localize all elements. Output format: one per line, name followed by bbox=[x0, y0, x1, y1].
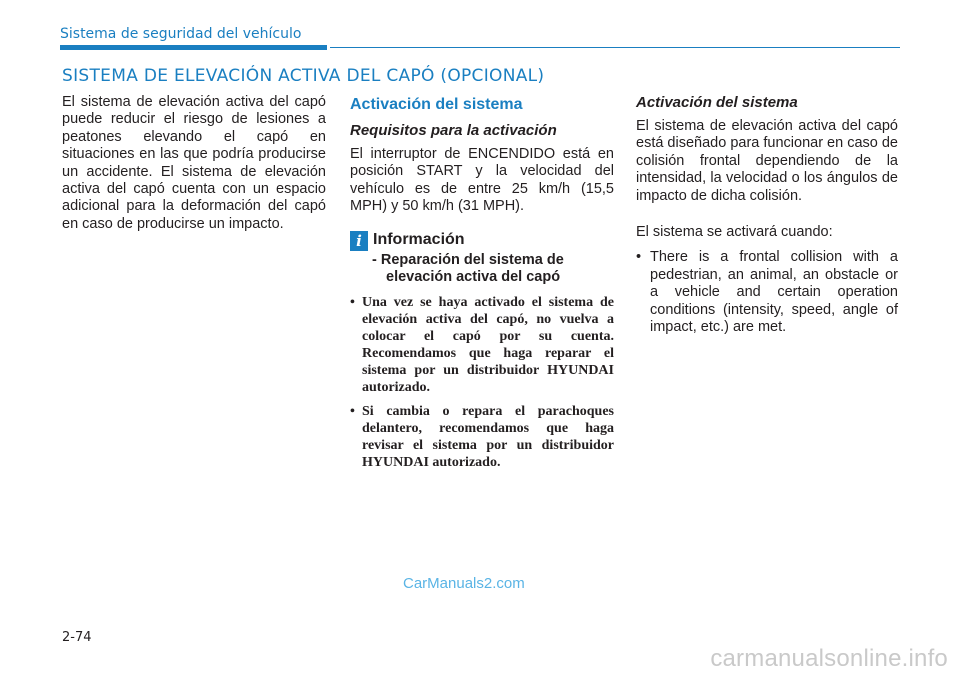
activation-bullet: • There is a frontal collision with a pedestrian, an animal, an obstacle or a vehicle and certain operation conditions (intensity, speed, angle of impact, etc.) are met. bbox=[636, 249, 898, 336]
page-title: SISTEMA DE ELEVACIÓN ACTIVA DEL CAPÓ (OPCIONAL) bbox=[62, 66, 545, 86]
requirements-subheading: Requisitos para la activación bbox=[350, 122, 557, 139]
column-requirements bbox=[350, 94, 614, 478]
activation-paragraph: El sistema de elevación activa del capó está diseñado para funcionar en caso de colisión frontal dependiendo de la intensidad, la velocidad o los ángulos de impacto de dicha colisión. bbox=[636, 118, 898, 204]
intro-paragraph: El sistema de elevación activa del capó puede reducir el riesgo de lesiones a peatones elevando el capó en situaciones en las que podría producirse un accidente. El sistema de elevación activa del capó cuenta con un espacio adicional para la deformación del capó en caso de producirse un impacto. bbox=[62, 94, 326, 232]
info-subtitle-line2: elevación activa del capó bbox=[386, 268, 561, 285]
activation-heading: Activación del sistema bbox=[350, 96, 523, 113]
info-header bbox=[350, 230, 614, 252]
section-title: Sistema de seguridad del vehículo bbox=[60, 26, 302, 42]
watermark-carmanuals2: CarManuals2.com bbox=[403, 575, 525, 592]
info-subtitle bbox=[350, 252, 614, 286]
page-number: 2-74 bbox=[62, 630, 92, 645]
info-bullet: • Una vez se haya activado el sistema de elevación activa del capó, no vuelva a colocar el capó por su cuenta. Recomendamos que haga reparar el sistema por un distribuidor HYUNDAI autorizado. bbox=[350, 294, 614, 396]
column-intro bbox=[62, 94, 326, 233]
info-subtitle-line1: - Reparación del sistema de bbox=[372, 251, 564, 268]
info-title: Información bbox=[373, 230, 465, 248]
requirements-paragraph: El interruptor de ENCENDIDO está en posición START y la velocidad del vehículo es de entre 25 km/h (15,5 MPH) y 50 km/h (31 MPH). bbox=[350, 146, 614, 215]
column-activation bbox=[636, 94, 898, 336]
activation-bullet-list bbox=[636, 249, 898, 336]
info-icon: i bbox=[350, 231, 368, 251]
watermark-carmanualsonline: carmanualsonline.info bbox=[710, 645, 948, 672]
info-bullet: • Si cambia o repara el parachoques delantero, recomendamos que haga revisar el sistema por un distribuidor HYUNDAI autorizado. bbox=[350, 403, 614, 471]
header-rule-thin bbox=[330, 47, 900, 48]
header-rule-thick bbox=[60, 45, 327, 50]
info-bullet-list bbox=[350, 294, 614, 471]
activation-lead: El sistema se activará cuando: bbox=[636, 224, 833, 241]
activation-subheading: Activación del sistema bbox=[636, 94, 798, 111]
